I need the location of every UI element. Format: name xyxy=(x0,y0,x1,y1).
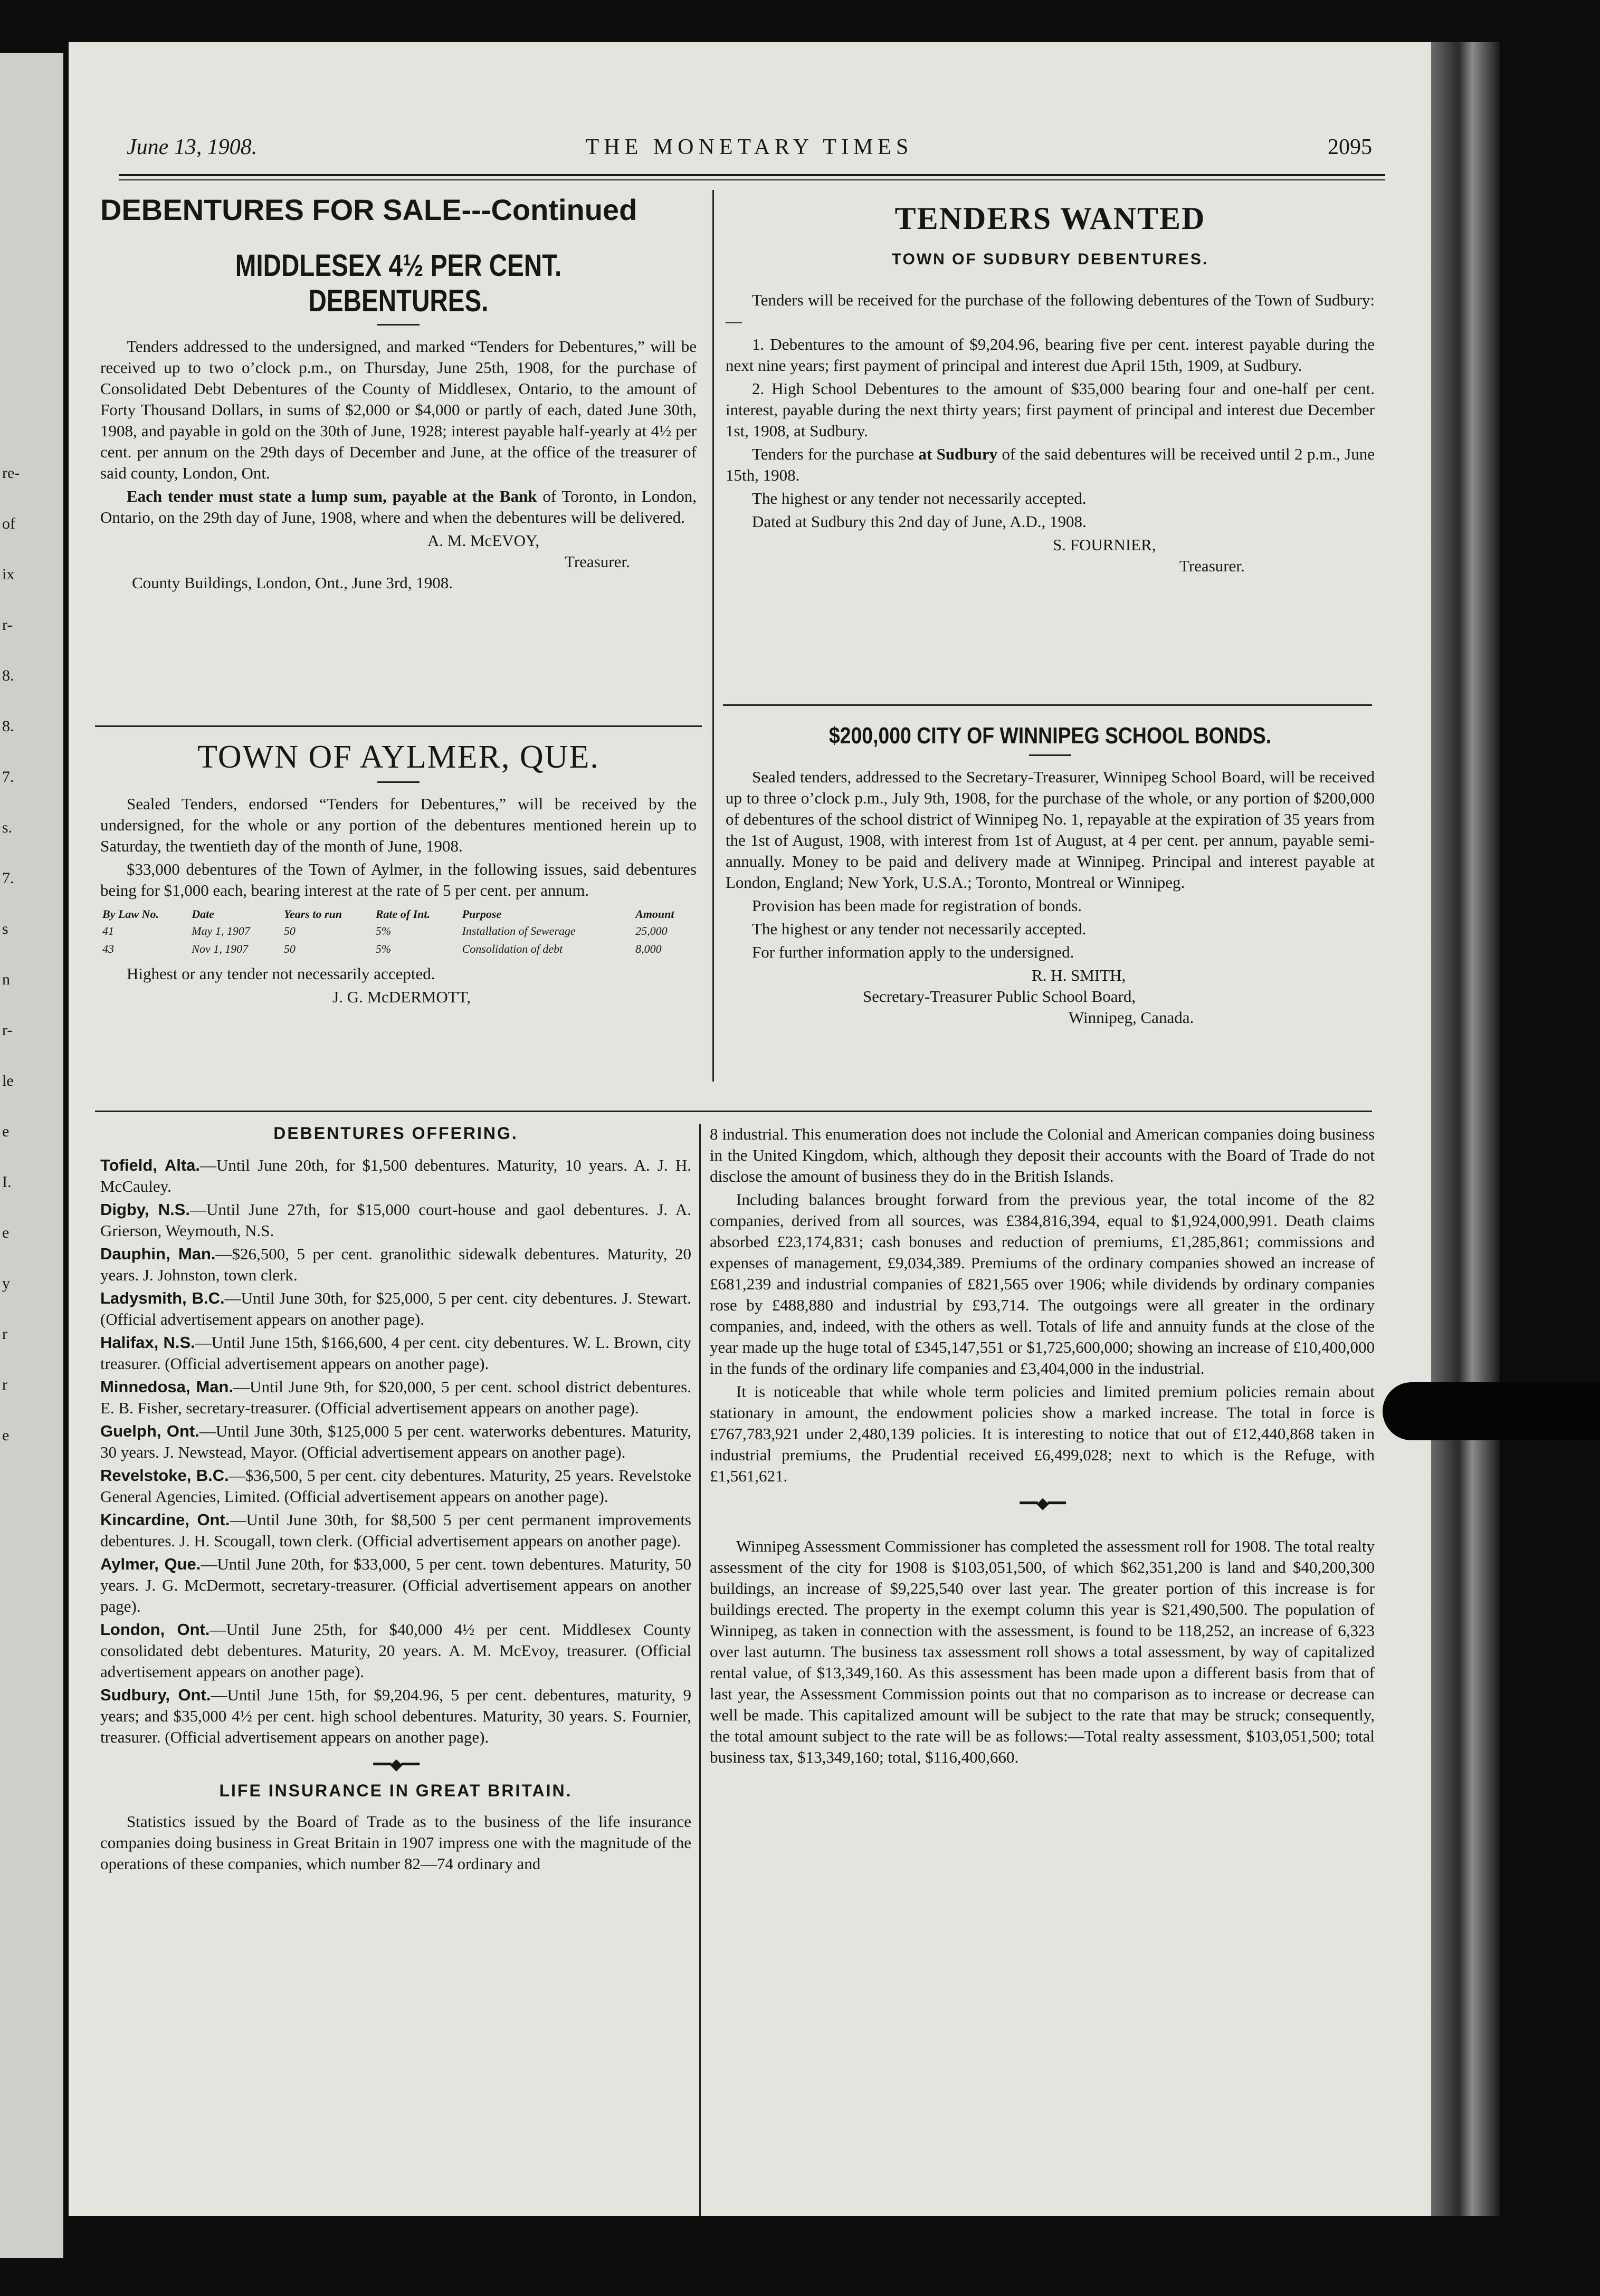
middlesex-signer: A. M. McEVOY, xyxy=(427,531,540,550)
sudbury-item-2: 2. High School Debentures to the amount of $35,000 bearing four and one-half per cent. interest, payable during the next thirty years; first payment of principal and interest due December 1st, 1908, at Sudbury. xyxy=(726,379,1375,440)
table-cell: 41 xyxy=(102,924,114,937)
offering-text: —Until June 25th, for $40,000 4½ per cent. Middlesex County consolidated debt debentures. Maturity, 20 years. A. M. McEvoy, treasurer. (Official advertisement appears on another page). xyxy=(100,1620,691,1681)
adjacent-text-fragment: of xyxy=(2,515,15,532)
section-heading: DEBENTURES FOR SALE---Continued xyxy=(100,193,637,226)
table-header-cell: Amount xyxy=(635,907,674,921)
table-header-cell: Date xyxy=(192,907,215,921)
ornament-rule xyxy=(377,781,420,783)
adjacent-text-fragment: s. xyxy=(2,819,13,836)
sudbury-deadline-bold: at Sudbury xyxy=(918,445,998,463)
winnipeg-bonds-title: $200,000 CITY OF WINNIPEG SCHOOL BONDS. xyxy=(828,723,1272,749)
adjacent-text-fragment: ix xyxy=(2,566,15,583)
middlesex-body: Tenders addressed to the undersigned, and marked “Tenders for Debentures,” will be received up to two o’clock p.m., on Thursday, June 25th, 1908, for the purchase of Consolidated Debt Debentures of the County of Middlesex, Ontario, to the amount of Forty Thousand Dollars, in sums of $2,000 or $4,000 or partly of each, dated June 30th, 1908, and payable in gold on the 30th of June, 1928; interest payable half-yearly at 4½ per cent. per annum on the 29th days of December and June, at the office of the treasurer of said county, London, Ont. xyxy=(100,337,697,482)
middlesex-title: MIDDLESEX 4½ PER CENT. DEBENTURES. xyxy=(235,248,562,318)
table-row xyxy=(100,940,697,958)
life-insurance-heading: LIFE INSURANCE IN GREAT BRITAIN. xyxy=(219,1781,573,1800)
tenders-wanted xyxy=(726,200,1375,577)
offering-item xyxy=(100,1685,691,1748)
table-cell: Consolidation of debt xyxy=(462,942,563,955)
offering-text: —Until June 20th, for $1,500 debentures. Maturity, 10 years. A. J. H. McCauley. xyxy=(100,1156,691,1195)
offering-text: —Until June 20th, for $33,000, 5 per cent. town debentures. Maturity, 50 years. J. G. McDermott, secretary-treasurer. (Official advertisement appears on another page). xyxy=(100,1555,691,1615)
aylmer-issues: $33,000 debentures of the Town of Aylmer, in the following issues, said debentures being for $1,000 each, bearing interest at the rate of 5 per cent. per annum. xyxy=(100,860,697,900)
adjacent-text-fragment: e xyxy=(2,1427,9,1444)
sudbury-rule xyxy=(723,704,1372,706)
adjacent-text-fragment: n xyxy=(2,971,10,988)
offering-text: —Until June 15th, $166,600, 4 per cent. city debentures. W. L. Brown, city treasurer. (Official advertisement appears on another page). xyxy=(100,1333,691,1373)
adjacent-text-fragment: 7. xyxy=(2,768,14,786)
sudbury-acceptance: The highest or any tender not necessarily accepted. xyxy=(752,489,1087,508)
life-insurance-intro: Statistics issued by the Board of Trade as to the business of the life insurance companies doing business in Great Britain in 1907 impress one with the magnitude of the operations of these companies, which number 82—74 ordinary and xyxy=(100,1812,691,1873)
binder-clip xyxy=(1383,1382,1600,1440)
sudbury-dated: Dated at Sudbury this 2nd day of June, A.D., 1908. xyxy=(752,512,1087,531)
offering-item xyxy=(100,1288,691,1330)
offering-place: Digby, N.S. xyxy=(100,1200,190,1219)
table-cell: Installation of Sewerage xyxy=(462,924,576,937)
table-cell: 50 xyxy=(283,942,296,955)
offering-text: —Until June 9th, for $20,000, 5 per cent. school district debentures. E. B. Fisher, secretary-treasurer. (Official advertisement appears on another page). xyxy=(100,1377,691,1417)
table-row xyxy=(100,922,697,940)
table-header-cell: By Law No. xyxy=(102,907,159,921)
life-insurance-continued xyxy=(710,1124,1375,1770)
adjacent-text-fragment: I. xyxy=(2,1173,12,1191)
sudbury-deadline-a: Tenders for the purchase xyxy=(752,445,919,463)
adjacent-text-fragment: 7. xyxy=(2,869,14,887)
table-header-cell: Years to run xyxy=(283,907,342,921)
header-rule xyxy=(119,174,1385,180)
ornament-rule xyxy=(1029,754,1071,756)
offering-item xyxy=(100,1332,691,1374)
life-insurance-income: Including balances brought forward from the previous year, the total income of the 82 companies, derived from all sources, was £384,816,394, equal to $1,924,000,991. Death claims absorbed £23,174,831; cash bonuses and reduction of premiums, £1,285,861; commissions and expenses of management, £9,034,389. Premiums of the ordinary companies showed an increase of £681,239 and industrial companies of £821,565 over 1906; while dividends by ordinary companies rose by £488,880 and industrial by £93,714. The outgoings were all greater in the ordinary companies, and, indeed, with the others as well. Totals of life and annuity funds at the close of the year made up the huge total of £345,147,551 or $1,725,600,000; showing an increase of £10,400,000 in the funds of the ordinary life companies and £3,404,000 in the industrial. xyxy=(710,1190,1375,1377)
newspaper-page xyxy=(69,42,1441,2216)
adjacent-text-fragment: re- xyxy=(2,464,20,482)
offering-text: —$36,500, 5 per cent. city debentures. Maturity, 25 years. Revelstoke General Agencies, Limited. (Official advertisement appears on another page). xyxy=(100,1466,691,1506)
adjacent-text-fragment: y xyxy=(2,1275,10,1292)
adjacent-text-fragment: r- xyxy=(2,616,13,634)
offering-text: —Until June 30th, for $25,000, 5 per cent. city debentures. J. Stewart. (Official advertisement appears on another page). xyxy=(100,1289,691,1328)
offering-place: Kincardine, Ont. xyxy=(100,1510,230,1529)
table-cell: 43 xyxy=(102,942,114,955)
offering-item xyxy=(100,1155,691,1197)
ornament-divider: ━━◆━━ xyxy=(373,1756,418,1773)
offering-place: Halifax, N.S. xyxy=(100,1333,195,1352)
offering-heading: DEBENTURES OFFERING. xyxy=(273,1124,518,1143)
offering-place: Aylmer, Que. xyxy=(100,1555,201,1573)
offering-text: —Until June 15th, for $9,204.96, 5 per cent. debentures, maturity, 9 years; and $35,000 4½ per cent. high school debentures. Maturity, 30 years. S. Fournier, treasurer. (Official advertisement appears on another page). xyxy=(100,1686,691,1746)
middlesex-rule xyxy=(95,725,702,727)
winnipeg-signer-place: Winnipeg, Canada. xyxy=(1069,1008,1194,1027)
sudbury-intro: Tenders will be received for the purchase of the following debentures of the Town of Sudbury:— xyxy=(726,291,1375,330)
tenders-heading: TENDERS WANTED xyxy=(894,201,1206,236)
sudbury-signer: S. FOURNIER, xyxy=(1053,535,1156,554)
offering-place: London, Ont. xyxy=(100,1620,210,1639)
life-insurance-policies: It is noticeable that while whole term policies and limited premium policies remain about stationary in amount, the endowment policies show a marked increase. The total in force is £767,783,921 under 2,480,139 policies. It is interesting to notice that out of £12,440,868 taken in industrial premiums, the Prudential received £6,499,028; next to which is the Refuge, with £1,561,621. xyxy=(710,1382,1375,1485)
issue-date: June 13, 1908. xyxy=(127,135,258,159)
debentures-for-sale xyxy=(100,193,697,594)
adjacent-text-fragment: r xyxy=(2,1376,7,1393)
adjacent-text-fragment: r- xyxy=(2,1021,13,1039)
offering-place: Ladysmith, B.C. xyxy=(100,1289,225,1307)
winnipeg-bonds-registration: Provision has been made for registration of bonds. xyxy=(752,896,1082,915)
aylmer-signer: J. G. McDERMOTT, xyxy=(332,988,471,1006)
offering-text: —Until June 30th, $125,000 5 per cent. waterworks debentures. Maturity, 30 years. J. Newstead, Mayor. (Official advertisement appears on another page). xyxy=(100,1422,691,1461)
offering-text: —Until June 27th, for $15,000 court-house and gaol debentures. J. A. Grierson, Weymouth, N.S. xyxy=(100,1200,691,1240)
aylmer-title: TOWN OF AYLMER, QUE. xyxy=(197,739,599,775)
offering-place: Tofield, Alta. xyxy=(100,1156,201,1174)
adjacent-page-edge xyxy=(0,53,63,2258)
table-cell: 5% xyxy=(375,942,392,955)
page-header xyxy=(127,135,1372,166)
middlesex-terms-bold: Each tender must state a lump sum, payable at the Bank xyxy=(127,487,537,505)
offering-item xyxy=(100,1554,691,1617)
adjacent-text-fragment: s xyxy=(2,920,8,937)
table-cell: 50 xyxy=(283,924,296,937)
adjacent-text-fragment: 8. xyxy=(2,667,14,684)
offering-text: —Until June 30th, for $8,500 5 per cent permanent improvements debentures. J. H. Scougall, town clerk. (Official advertisement appears on another page). xyxy=(100,1510,691,1550)
sudbury-deadline-b: of the said debentures will be received until 2 p.m., June 15th, 1908. xyxy=(726,445,1375,484)
aylmer-table xyxy=(100,906,697,958)
adjacent-text-fragment: 8. xyxy=(2,718,14,735)
offering-place: Revelstoke, B.C. xyxy=(100,1466,229,1485)
offering-item xyxy=(100,1376,691,1419)
offering-item xyxy=(100,1199,691,1241)
offering-place: Dauphin, Man. xyxy=(100,1245,216,1263)
winnipeg-signer-title: Secretary-Treasurer Public School Board, xyxy=(863,987,1136,1006)
offering-item xyxy=(100,1243,691,1286)
life-insurance-cont: 8 industrial. This enumeration does not include the Colonial and American companies doing business in the United Kingdom, which, although they deposit their accounts with the Board of Trade do not disclose the amount of business they do in the British Islands. xyxy=(710,1125,1375,1185)
ornament-rule xyxy=(377,324,420,326)
middlesex-terms-rest: of Toronto, in London, Ontario, on the 29th day of June, 1908, where and when the debentures will be delivered. xyxy=(100,487,697,527)
table-cell: 25,000 xyxy=(635,924,668,937)
table-header-cell: Purpose xyxy=(462,907,502,921)
adjacent-text-fragment: e xyxy=(2,1224,9,1241)
offering-item xyxy=(100,1509,691,1552)
offering-item xyxy=(100,1619,691,1682)
section-rule xyxy=(95,1111,1372,1112)
book-spine xyxy=(1431,42,1500,2216)
middlesex-terms xyxy=(100,486,697,528)
masthead-title: THE MONETARY TIMES xyxy=(585,135,913,159)
winnipeg-assessment: Winnipeg Assessment Commissioner has completed the assessment roll for 1908. The total realty assessment of the city for 1908 is $103,051,500, of which $62,351,200 is land and $40,200,300 buildings, an increase of $9,225,540 over last year. The greater portion of this increase is for buildings erected. The property in the exempt column this year is $21,490,500. The population of Winnipeg, as taken in connection with the assessment, is found to be 118,252, an increase of 6,323 over last autumn. The business tax assessment roll shows a total assessment, by way of capitalized rental value, of $13,349,160. As this assessment has been made upon a different basis from that of last year, the Assessment Commission points out that no comparison as to increase or decrease can well be made. This capitalized amount will be subject to the rate that may be struck; consequently, the total amount subject to the rate will be as follows:—Total realty assessment, $103,051,500; total business tax, $13,349,160; total, $116,400,660. xyxy=(710,1537,1375,1766)
page-number: 2095 xyxy=(1328,135,1372,159)
middlesex-footer: County Buildings, London, Ont., June 3rd, 1908. xyxy=(132,573,453,592)
adjacent-text-fragment: r xyxy=(2,1325,7,1343)
table-cell: 5% xyxy=(375,924,392,937)
table-cell: 8,000 xyxy=(635,942,662,955)
offering-place: Sudbury, Ont. xyxy=(100,1686,211,1704)
offering-place: Minnedosa, Man. xyxy=(100,1377,234,1396)
sudbury-deadline xyxy=(726,444,1375,486)
table-cell: May 1, 1907 xyxy=(192,924,250,937)
sudbury-signer-title: Treasurer. xyxy=(1179,557,1245,575)
ornament-divider: ━━◆━━ xyxy=(1020,1495,1065,1512)
column-rule-top xyxy=(712,190,714,1082)
aylmer-body: Sealed Tenders, endorsed “Tenders for Debentures,” will be received by the undersigned, for the whole or any portion of the debentures mentioned herein up to Saturday, the twentieth day of the month of June, 1908. xyxy=(100,795,697,855)
offering-item xyxy=(100,1421,691,1463)
adjacent-text-fragment: le xyxy=(2,1072,14,1089)
aylmer-notice xyxy=(100,739,697,1008)
winnipeg-bonds-acceptance: The highest or any tender not necessarily accepted. xyxy=(752,920,1087,938)
table-cell: Nov 1, 1907 xyxy=(192,942,249,955)
offering-place: Guelph, Ont. xyxy=(100,1422,199,1440)
offering-item xyxy=(100,1465,691,1507)
winnipeg-bonds xyxy=(726,723,1375,1028)
sudbury-title: TOWN OF SUDBURY DEBENTURES. xyxy=(891,251,1209,268)
winnipeg-bonds-info: For further information apply to the undersigned. xyxy=(752,943,1074,961)
table-header-cell: Rate of Int. xyxy=(375,907,431,921)
middlesex-signer-title: Treasurer. xyxy=(565,552,630,571)
offering-text: —$26,500, 5 per cent. granolithic sidewalk debentures. Maturity, 20 years. J. Johnston, town clerk. xyxy=(100,1245,691,1284)
column-rule-bottom xyxy=(699,1124,701,2216)
debentures-offering xyxy=(100,1124,691,1877)
aylmer-closing: Highest or any tender not necessarily accepted. xyxy=(127,964,435,983)
adjacent-text-fragment: e xyxy=(2,1123,9,1140)
sudbury-item-1: 1. Debentures to the amount of $9,204.96, bearing five per cent. interest payable during the next nine years; first payment of principal and interest due April 15th, 1909, at Sudbury. xyxy=(726,335,1375,375)
winnipeg-signer: R. H. SMITH, xyxy=(1032,966,1126,984)
winnipeg-bonds-body: Sealed tenders, addressed to the Secretary-Treasurer, Winnipeg School Board, will be received up to three o’clock p.m., July 9th, 1908, for the purchase of the whole, or any portion of $200,000 of debentures of the school district of Winnipeg No. 1, repayable at the expiration of 35 years from the 1st of August, 1908, with interest from 1st of August, at 4 per cent. per annum, payable semi-annually. Money to be paid and delivery made at Winnipeg. Principal and interest payable at London, England; New York, U.S.A.; Toronto, Montreal or Winnipeg. xyxy=(726,768,1375,892)
